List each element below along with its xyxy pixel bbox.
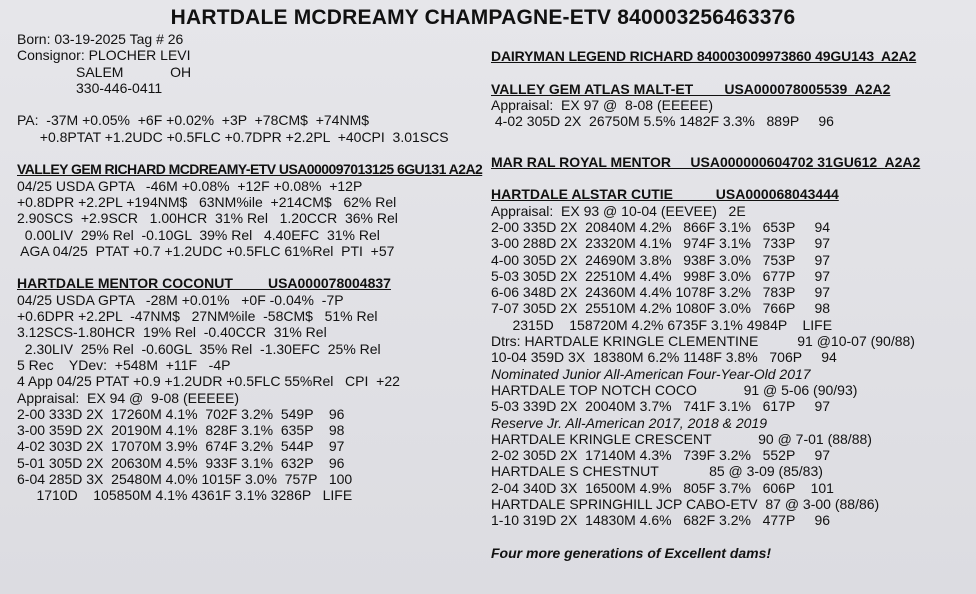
page-title: HARTDALE MCDREAMY CHAMPAGNE-ETV 840003256463376: [170, 6, 796, 29]
consignor-city: SALEM OH: [76, 63, 192, 80]
alstar-line-3: 4-00 305D 2X 24690M 3.8% 938F 3.0% 753P 97: [491, 251, 831, 268]
daughter-line-0: Dtrs: HARTDALE KRINGLE CLEMENTINE 91 @10-07 (90/88): [491, 333, 915, 350]
born-date: Born: 03-19-2025 Tag # 26: [17, 31, 184, 47]
left-column: [17, 31, 482, 504]
alstar-name: HARTDALE ALSTAR CUTIE USA000068043444: [491, 186, 839, 203]
daughter-line-5: Reserve Jr. All-American 2017, 2018 & 2019: [491, 414, 767, 431]
daughter-line-8: HARTDALE S CHESTNUT 85 @ 3-09 (85/83): [491, 463, 823, 480]
dam-details: [17, 292, 482, 504]
daughter-line-7: 2-02 305D 2X 17140M 4.3% 739F 3.2% 552P 97: [491, 447, 831, 464]
dam-line-5: 4 App 04/25 PTAT +0.9 +1.2UDR +0.5FLC 55%Rel CPI +22: [17, 373, 400, 390]
sire-line-4: AGA 04/25 PTAT +0.7 +1.2UDC +0.5FLC 61%Rel PTI +57: [17, 242, 395, 259]
daughter-line-4: 5-03 339D 2X 20040M 3.7% 741F 3.1% 617P 97: [491, 398, 831, 415]
dam-line-4: 5 Rec YDev: +548M +11F -4P: [17, 356, 231, 373]
daughter-line-2: Nominated Junior All-American Four-Year-Old 2017: [491, 365, 811, 382]
alstar-line-1: 2-00 335D 2X 20840M 4.2% 866F 3.1% 653P 94: [491, 218, 831, 235]
dam-name: HARTDALE MENTOR COCONUT USA000078004837: [17, 275, 391, 292]
atlas-name: VALLEY GEM ATLAS MALT-ET USA000078005539 A2A2: [491, 80, 891, 97]
sire-line-0: 04/25 USDA GPTA -46M +0.08% +12F +0.08% +12P: [17, 177, 363, 194]
sire-name: VALLEY GEM RICHARD MCDREAMY-ETV USA000097013125 6GU131 A2A2: [17, 161, 483, 178]
consignor-phone: 330-446-0411: [76, 79, 163, 96]
dam-line-6: Appraisal: EX 94 @ 9-08 (EEEEE): [17, 389, 239, 406]
daughter-line-3: HARTDALE TOP NOTCH COCO 91 @ 5-06 (90/93): [491, 381, 858, 398]
sire-details: [17, 178, 482, 259]
daughter-line-10: HARTDALE SPRINGHILL JCP CABO-ETV 87 @ 3-00 (88/86): [491, 496, 880, 513]
alstar-line-2: 3-00 288D 2X 23320M 4.1% 974F 3.1% 733P 97: [491, 235, 831, 252]
right-column: [491, 48, 920, 561]
daughter-line-9: 2-04 340D 3X 16500M 4.9% 805F 3.7% 606P 101: [491, 479, 834, 496]
royal-mentor-name: MAR RAL ROYAL MENTOR USA000000604702 31GU612 A2A2: [491, 153, 921, 170]
pa-line-1: PA: -37M +0.05% +6F +0.02% +3P +78CM$ +74NM$: [17, 112, 370, 129]
daughter-line-1: 10-04 359D 3X 18380M 6.2% 1148F 3.8% 706P 94: [491, 349, 837, 366]
daughters-list: [491, 333, 920, 529]
paternal-granddam-sire: DAIRYMAN LEGEND RICHARD 840003009973860 49GU143 A2A2: [491, 48, 917, 64]
sire-line-2: 2.90SCS +2.9SCR 1.00HCR 31% Rel 1.20CCR 36% Rel: [17, 210, 398, 227]
dam-line-2: 3.12SCS-1.80HCR 19% Rel -0.40CCR 31% Rel: [17, 324, 327, 341]
sire-line-3: 0.00LIV 29% Rel -0.10GL 39% Rel 4.40EFC 31% Rel: [17, 226, 380, 243]
alstar-details: [491, 203, 920, 333]
alstar-line-7: 2315D 158720M 4.2% 6735F 3.1% 4984P LIFE: [493, 316, 833, 333]
atlas-record: 4-02 305D 2X 26750M 5.5% 1482F 3.3% 889P 96: [491, 113, 834, 130]
consignor: Consignor: PLOCHER LEVI: [17, 47, 191, 64]
dam-line-7: 2-00 333D 2X 17260M 4.1% 702F 3.2% 549P 96: [17, 405, 345, 422]
closing-tagline: Four more generations of Excellent dams!: [491, 544, 772, 561]
dam-line-9: 4-02 303D 2X 17070M 3.9% 674F 3.2% 544P 97: [17, 438, 345, 455]
alstar-line-0: Appraisal: EX 93 @ 10-04 (EEVEE) 2E: [491, 202, 746, 219]
dam-line-10: 5-01 305D 2X 20630M 4.5% 933F 3.1% 632P 96: [17, 454, 345, 471]
pa-line-2: +0.8PTAT +1.2UDC +0.5FLC +0.7DPR +2.2PL +40CPI 3.01SCS: [32, 128, 449, 145]
atlas-appraisal: Appraisal: EX 97 @ 8-08 (EEEEE): [491, 96, 713, 113]
dam-line-1: +0.6DPR +2.2PL -47NM$ 27NM%ile -58CM$ 51% Rel: [17, 308, 378, 325]
daughter-line-11: 1-10 319D 2X 14830M 4.6% 682F 3.2% 477P 96: [491, 512, 831, 529]
daughter-line-6: HARTDALE KRINGLE CRESCENT 90 @ 7-01 (88/88): [491, 430, 872, 447]
dam-line-3: 2.30LIV 25% Rel -0.60GL 35% Rel -1.30EFC 25% Rel: [17, 340, 381, 357]
dam-line-11: 6-04 285D 3X 25480M 4.0% 1015F 3.0% 757P 100: [17, 471, 353, 488]
alstar-line-6: 7-07 305D 2X 25510M 4.2% 1080F 3.0% 766P 98: [491, 300, 831, 317]
dam-line-8: 3-00 359D 2X 20190M 4.1% 828F 3.1% 635P 98: [17, 422, 345, 439]
alstar-line-4: 5-03 305D 2X 22510M 4.4% 998F 3.0% 677P 97: [491, 267, 831, 284]
dam-line-12: 1710D 105850M 4.1% 4361F 3.1% 3286P LIFE: [17, 487, 353, 504]
dam-line-0: 04/25 USDA GPTA -28M +0.01% +0F -0.04% -7P: [17, 291, 344, 308]
alstar-line-5: 6-06 348D 2X 24360M 4.4% 1078F 3.2% 783P 97: [491, 284, 831, 301]
sire-line-1: +0.8DPR +2.2PL +194NM$ 63NM%ile +214CM$ 62% Rel: [17, 193, 397, 210]
